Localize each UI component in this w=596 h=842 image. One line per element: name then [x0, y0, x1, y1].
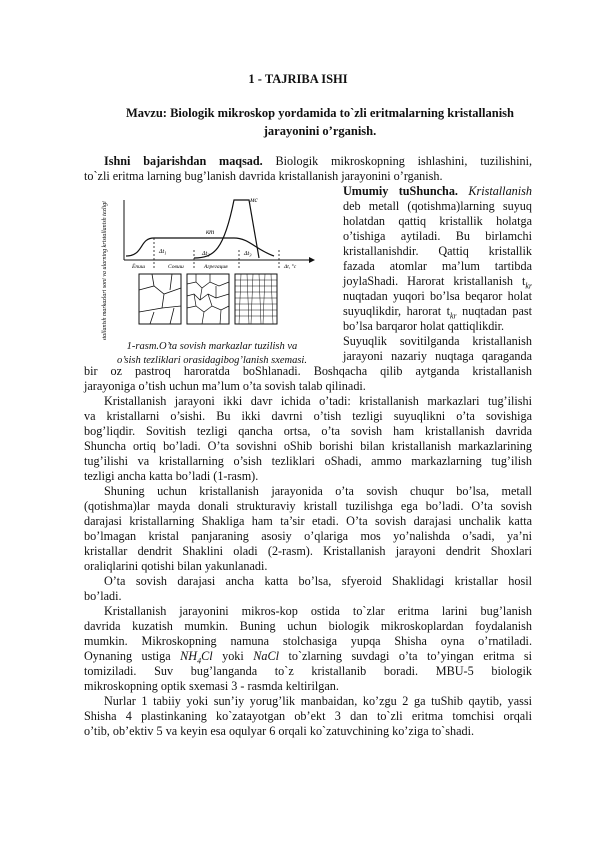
chem-nh4cl: $NH_4Cl$	[180, 649, 213, 666]
topic-line-2: jarayonini o’rganish.	[263, 124, 377, 138]
body-line: (qotishma)lar mayda donali strukturaviy kristall tuzilishga ega bo’ladi. O’ta sovish	[84, 499, 532, 513]
body-line: Shisha 4 plastinkaning ko`zatayotgan ob’ekt 3 dan to`zli eritma tomchisi orqali	[84, 709, 532, 723]
body-line: tezligi ancha katta bo’ladi (1-rasm).	[84, 469, 259, 483]
body-line: Kristallanish jarayonini mikros-kop ostida to`zlar eritma larini bug’lanish	[104, 604, 532, 618]
body-line: tug’ilishi va kristallarning o’sish tezliklari oShadi, ammo markazlarning tug’ilish	[84, 454, 532, 468]
delta-label: $\Delta t_1$	[159, 249, 167, 256]
body-line: tomiziladi. Suv bug’langanda to`z kristallanib boradi. MBU-5 biologik	[84, 664, 532, 678]
body-line: bo’ladi.	[84, 589, 122, 603]
x-label: Ёпиш	[132, 264, 146, 270]
topic-line-1: Mavzu: Biologik mikroskop yordamida to`zli eritmalarning kristallanish	[126, 106, 514, 120]
body-line: jarayoniga o’tish uchun ma’lum o’ta sovish talab qilinadi.	[84, 379, 366, 393]
body-line: bog’liqdir. Sovitish tezligi qancha ortsa, o’ta sovish ham kristallanish davrida	[84, 424, 532, 438]
concept-line: suyuqlikdir, harorat $t_{kr}$ nuqtadan past	[343, 304, 532, 321]
figure-caption-line-2: o’sish tezliklari orasidagibog’lanish sxemasi.	[117, 355, 307, 366]
purpose-line-2: to`zli eritma larning bug’lanish davrida kristallanish jarayonini o’rganish.	[84, 169, 443, 183]
body-line: mikroskopning optik sxemasi 3 - rasmda keltirilgan.	[84, 679, 339, 693]
topic-title	[100, 104, 540, 140]
body-line: darajasi kristallarning Shakliga ham ta’sir etadi. O’ta sovish darajasi unchalik katta	[84, 514, 532, 528]
microstructure-panel-medium	[187, 274, 229, 324]
delta-label: $\Delta t_3$	[244, 251, 252, 258]
concept-line: kristallanishdir. Qattiq kristallik	[343, 244, 532, 258]
body-line: Nurlar 1 tabiiy yoki sun’iy yorug’lik manbaidan, ko’zgu 2 ga tuShib qaytib, yassi	[104, 694, 532, 708]
body-line: Kristallanish jarayoni ikki davr ichida o’tadi: kristallanish markazlari tug’ilishi	[104, 394, 532, 408]
x-label: Δt, °с	[284, 264, 297, 270]
concept-line: Suyuqlik sovitilganda kristallanish	[343, 334, 532, 348]
body-line: Shuncha ortiq bo’ladi. O’ta sovishni oShib borishi bilan kristallanish markazlarining	[84, 439, 532, 453]
body-line: va kristallarni o’sishi. Bu ikki davrni o’tish tezligi suyuqlikni o’ta sovishiga	[84, 409, 532, 423]
concept-line: jarayoni nazariy nuqtaga qaraganda	[343, 349, 532, 363]
body-line: O’ta sovish darajasi ancha katta bo’lsa, sfyeroid Shaklidagi kristallar hosil	[104, 574, 532, 588]
supercooling-diagram	[84, 190, 340, 340]
curve-growth	[126, 238, 274, 256]
curve-label: мс	[250, 196, 258, 204]
x-label: Совиш	[168, 264, 184, 270]
curve-nucleation	[194, 200, 259, 258]
body-line: bo’lmagan kristal panjaraning asosiy o’qlariga mos yo’nalishda o’sadi, ya’ni	[84, 529, 532, 543]
y-axis-label: Kristallanish markazlari soni va ularning kristallanish tezligi	[102, 201, 108, 340]
x-label: Агрегация	[204, 264, 228, 270]
microstructure-panel-coarse	[139, 274, 181, 324]
concept-line: holatdan qattiq kristallik holatga	[343, 214, 532, 228]
concept-line: fazada atomlar ma’lum tartibda	[343, 259, 532, 273]
concept-line: joylaShadi. Harorat kristallanish $t_{kr}$	[343, 274, 532, 291]
body-line: kristallar dendrit Shaklini oladi (2-rasm). Kristallanish jarayoni dendrit Shoxlari	[84, 544, 532, 558]
purpose-line-1: Ishni bajarishdan maqsad. Biologik mikroskopning ishlashini, tuzilishini,	[104, 154, 533, 168]
concept-line-1: Umumiy tuShuncha. Kristallanish	[343, 184, 532, 198]
microstructure-panel-fine	[235, 274, 277, 324]
body-line-chemicals: Oynaning ustiga $NH_4Cl$ yoki NaCl to`zlarning suvdagi o’ta to’yingan eritma si	[84, 649, 532, 666]
chem-nacl: NaCl	[253, 649, 279, 663]
body-line: davrida kuzatish mumkin. Buning uchun biologik mikroskoplardan foydalanish	[84, 619, 532, 633]
concept-label: Umumiy tuShuncha.	[343, 184, 458, 198]
concept-line: nuqtadan yuqori bo’lsa beqaror holat	[343, 289, 532, 303]
body-line: oraliqlarini qotishi bilan yakunlanadi.	[84, 559, 268, 573]
lab-heading: 1 - TAJRIBA ISHI	[248, 72, 348, 86]
curve-label: кт	[206, 228, 215, 236]
body-line: Shuning uchun kristallanish jarayonida o’ta sovish chuqur bo’lsa, metall	[104, 484, 532, 498]
body-line: bir oz pastroq haroratda boShlanadi. Boshqacha qilib aytganda kristallanish	[84, 364, 532, 378]
figure-caption-line-1: 1-rasm.O’ta sovish markazlar tuzilish va	[126, 341, 298, 352]
purpose-label: Ishni bajarishdan maqsad.	[104, 154, 263, 168]
x-axis-arrow	[309, 257, 315, 263]
delta-label: $\Delta t_2$	[202, 251, 210, 258]
concept-line: bo’lsa barqaror holat qattiqlikdir.	[343, 319, 505, 333]
concept-line: deb metall (qotishma)larning suyuq	[343, 199, 532, 213]
body-line: mumkin. Mikroskopning namuna stolchasiga yupqa Shisha oyna o’rnatiladi.	[84, 634, 532, 648]
body-line: o’tib, ob’ektiv 5 va keyin esa oqulyar 6 orqali ko`zatuvchining ko’ziga to`shadi.	[84, 724, 475, 738]
concept-line: o’tishiga aytiladi. Bu birlamchi	[343, 229, 532, 243]
